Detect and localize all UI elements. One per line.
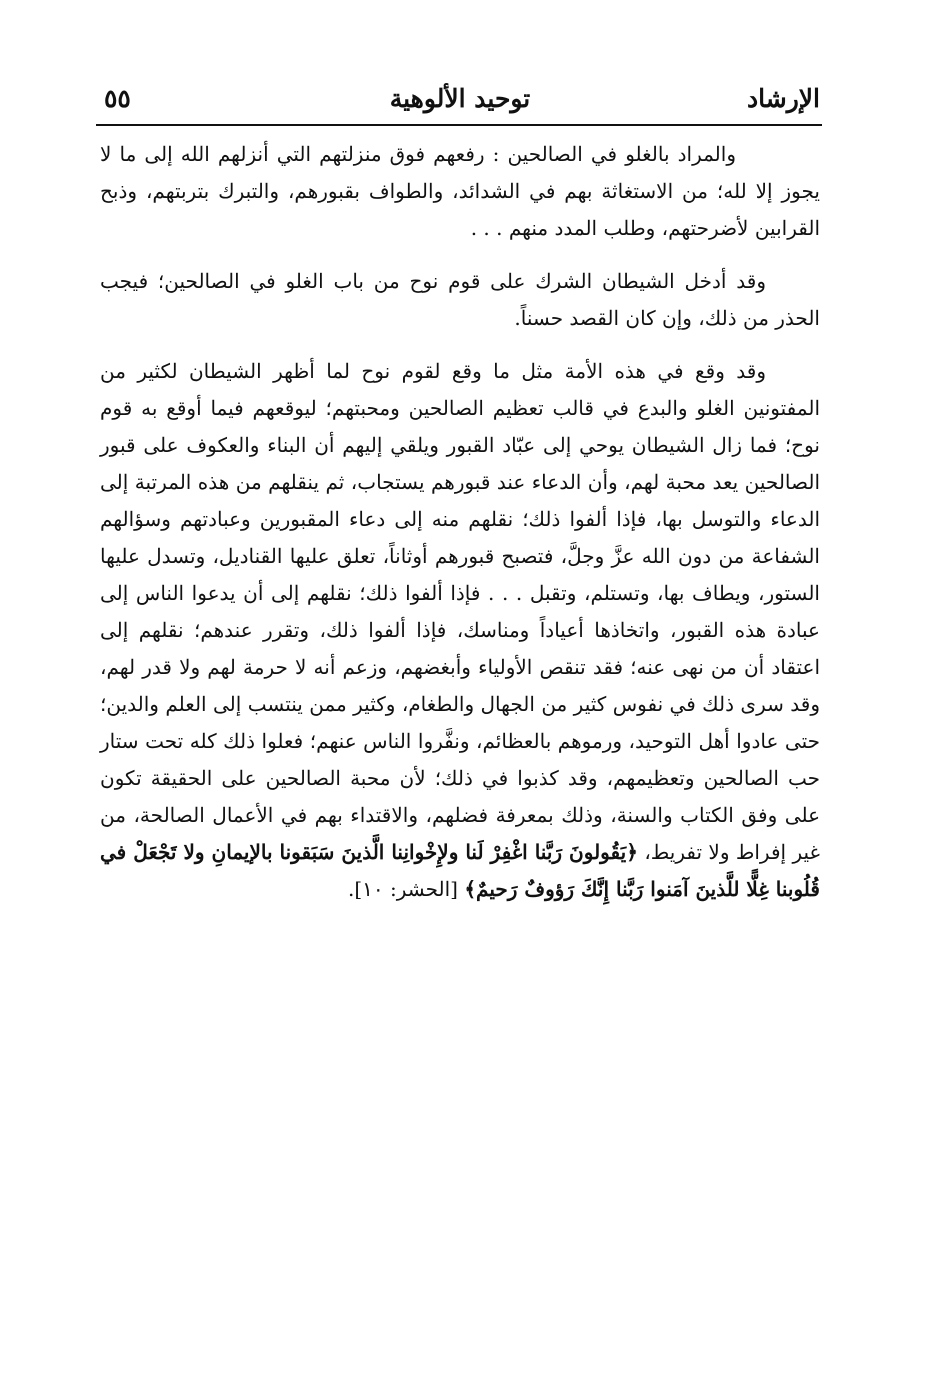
page-number: ٥٥ — [104, 84, 131, 113]
page-header — [100, 82, 820, 122]
paragraph-3 — [100, 353, 820, 908]
page-body — [100, 136, 820, 908]
paragraph-3-text: وقد وقع في هذه الأمة مثل ما وقع لقوم نوح لما أظهر الشيطان لكثير من المفتونين الغلو والبدع في قالب تعظيم الصالحين ومحبتهم؛ ليوقعهم فيما أوقع به قوم نوح؛ فما زال الشيطان يوحي إلى عبّاد القبور ويلقي إليهم أن البناء والعكوف على قبور الصالحين يعد محبة لهم، وأن الدعاء عند قبورهم يستجاب، ثم ينقلهم من هذه المرتبة إلى الدعاء والتوسل بها، فإذا ألفوا ذلك؛ نقلهم منه إلى دعاء المقبورين وعبادتهم وسؤالهم الشفاعة من دون الله عزَّ وجلَّ، فتصبح قبورهم أوثاناً، تعلق عليها القناديل، وتسدل عليها الستور، ويطاف بها، وتستلم، وتقبل . . . فإذا ألفوا ذلك؛ نقلهم إلى أن يدعوا الناس إلى عبادة هذه القبور، واتخاذها أعياداً ومناسك، فإذا ألفوا ذلك، وتقرر عندهم؛ نقلهم إلى اعتقاد أن من نهى عنه؛ فقد تنقص الأولياء وأبغضهم، وزعم أنه لا حرمة لهم ولا قدر لهم، وقد سرى ذلك في نفوس كثير من الجهال والطغام، وكثير ممن ينتسب إلى العلم والدين؛ حتى عادوا أهل التوحيد، ورموهم بالعظائم، ونفَّروا الناس عنهم؛ فعلوا ذلك كله تحت ستار حب الصالحين وتعظيمهم، وقد كذبوا في ذلك؛ لأن محبة الصالحين على الحقيقة تكون على وفق الكتاب والسنة، وذلك بمعرفة فضلهم، والاقتداء بهم في الأعمال الصالحة، من غير إفراط ولا تفريط، — [100, 359, 821, 864]
verse-citation: [الحشر: ١٠]. — [347, 877, 458, 901]
quran-verse: ﴿يَقُولونَ رَبَّنا اغْفِرْ لَنا ولإِخْوانِنا الَّذينَ سَبَقونا بالإيمانِ ولا تَجْعَلْ في قُلُوبنا غِلًّا للَّذينَ آمَنوا رَبَّنا إِنَّكَ رَؤوفٌ رَحيمٌ﴾ — [100, 840, 820, 901]
header-divider — [96, 124, 822, 126]
paragraph-1: والمراد بالغلو في الصالحين : رفعهم فوق منزلتهم التي أنزلهم الله إلى ما لا يجوز إلا لله؛ من الاستغاثة بهم في الشدائد، والطواف بقبورهم، والتبرك بتربتهم، وذبح القرابين لأضرحتهم، وطلب المدد منهم . . . — [100, 142, 820, 240]
chapter-title: توحيد الألوهية — [389, 84, 531, 113]
book-title: الإرشاد — [747, 84, 820, 113]
paragraph-2: وقد أدخل الشيطان الشرك على قوم نوح من باب الغلو في الصالحين؛ فيجب الحذر من ذلك، وإن كان القصد حسناً. — [100, 269, 820, 330]
